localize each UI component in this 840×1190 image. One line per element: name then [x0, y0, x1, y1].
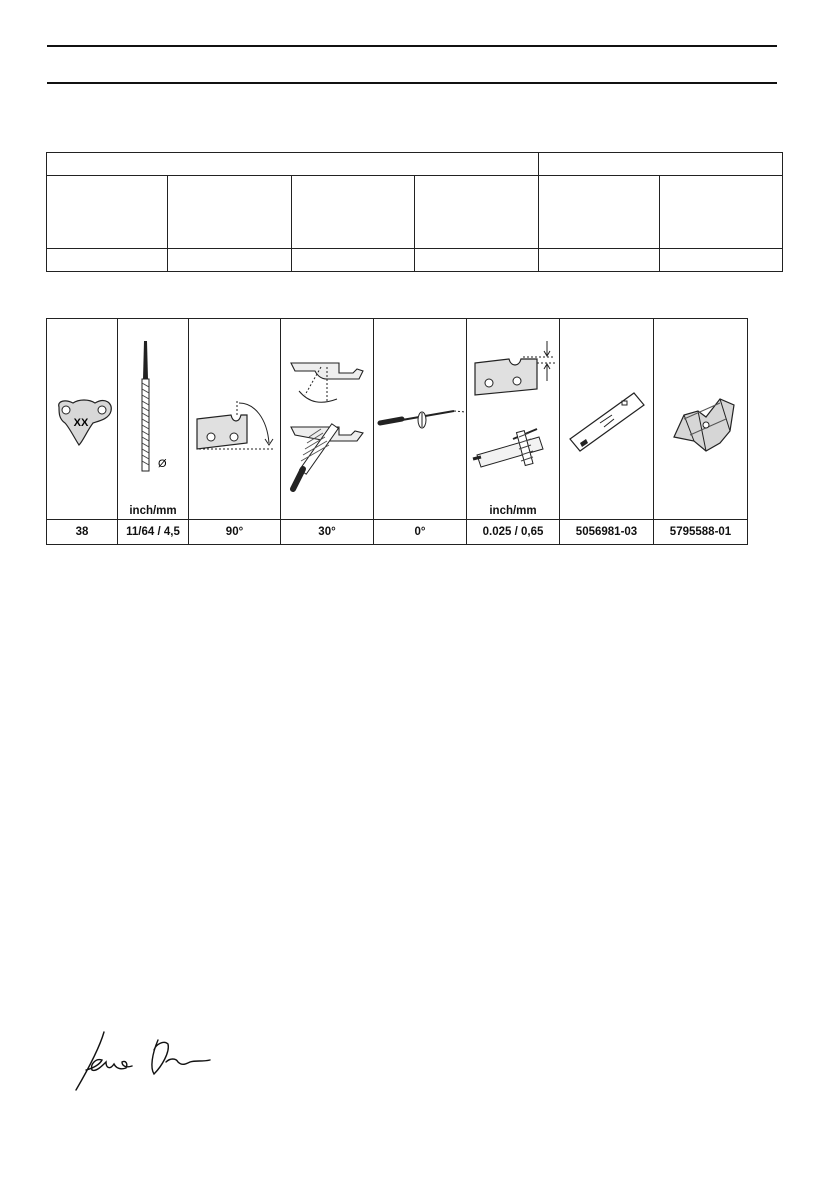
file-holder-cell	[654, 319, 748, 520]
filing-angle-cell	[281, 319, 374, 520]
spec-value-filing-angle: 30°	[281, 520, 374, 545]
table-cell	[415, 249, 539, 272]
table-header-group-right	[539, 153, 783, 176]
file-holder-icon	[654, 319, 748, 519]
round-file-cell	[118, 319, 189, 520]
depth-gauge-tool-cell	[560, 319, 654, 520]
table-cell	[292, 249, 415, 272]
table-header-cell	[292, 176, 415, 249]
file-unit-label: inch/mm	[129, 505, 177, 517]
spec-value-file-holder-part: 5795588-01	[654, 520, 748, 545]
depth-gauge-setting-icon	[467, 319, 560, 519]
depth-gauge-setting-cell	[467, 319, 560, 520]
header-rule-top	[47, 45, 777, 47]
table-header-cell	[415, 176, 539, 249]
drive-link-marking-cell	[47, 319, 118, 520]
spec-value-gauge-tool-part: 5056981-03	[560, 520, 654, 545]
table-cell	[47, 249, 168, 272]
depth-gauge-tool-icon	[560, 319, 654, 519]
table-header-cell	[47, 176, 168, 249]
file-tilt-angle-cell	[374, 319, 467, 520]
table-header-cell	[660, 176, 783, 249]
table-header-cell	[539, 176, 660, 249]
spec-value-tilt-angle: 0°	[374, 520, 467, 545]
filing-angle-icon	[281, 319, 374, 519]
chain-bar-table	[46, 152, 783, 272]
table-cell	[539, 249, 660, 272]
drive-link-marking-icon	[47, 319, 118, 519]
table-header-group-left	[47, 153, 539, 176]
spec-value-drive-links: 38	[47, 520, 118, 545]
spec-value-depth-gauge: 0.025 / 0,65	[467, 520, 560, 545]
spec-value-top-plate-angle: 90°	[189, 520, 281, 545]
sharpening-spec-table	[46, 318, 748, 545]
spec-value-file-diameter: 11/64 / 4,5	[118, 520, 189, 545]
drive-link-mark: XX	[73, 417, 89, 429]
table-cell	[168, 249, 292, 272]
table-cell	[660, 249, 783, 272]
signature	[66, 1018, 226, 1098]
file-tilt-angle-icon	[374, 319, 467, 519]
depth-gauge-unit-label: inch/mm	[489, 505, 537, 517]
header-rule-bottom	[47, 82, 777, 84]
table-header-cell	[168, 176, 292, 249]
top-plate-angle-icon	[189, 319, 281, 519]
top-plate-angle-cell	[189, 319, 281, 520]
round-file-icon	[118, 319, 189, 519]
diameter-symbol: Ø	[158, 458, 167, 470]
